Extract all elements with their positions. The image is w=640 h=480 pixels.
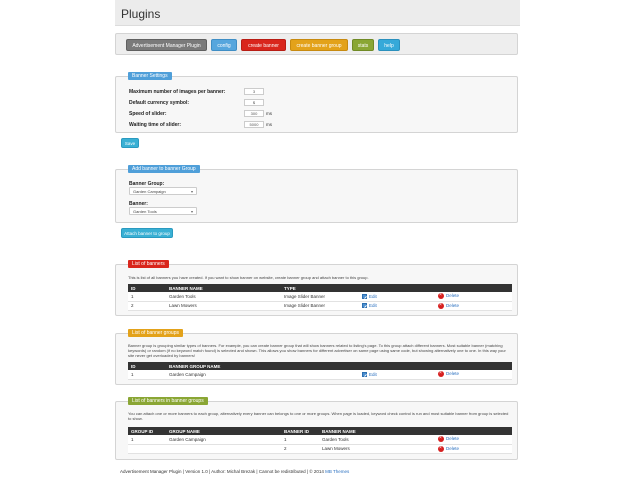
banner-group-list-legend: List of banner groups xyxy=(128,329,183,337)
waiting-label: Waiting time of slider: xyxy=(129,122,182,128)
footer-link[interactable]: MB Themes xyxy=(325,469,350,474)
currency-label: Default currency symbol: xyxy=(129,100,190,106)
delete-link[interactable] xyxy=(435,435,512,444)
edit-label: Edit xyxy=(369,293,377,299)
col-id: ID xyxy=(128,284,166,292)
banner-settings-panel xyxy=(115,73,518,133)
waiting-input[interactable]: 5000 xyxy=(244,121,264,128)
cell-type: Image Slider Banner xyxy=(281,292,359,301)
cell-banner-id: 2 xyxy=(281,444,319,453)
attach-banner-button[interactable]: Attach banner to group xyxy=(121,228,173,238)
banners-in-groups-legend: List of banners in banner groups xyxy=(128,397,208,405)
col-banner-name: BANNER NAME xyxy=(166,284,281,292)
cell-banner-id: 1 xyxy=(281,435,319,444)
cell-id: 2 xyxy=(128,301,166,310)
cell-banner-name: Lawn Mowers xyxy=(319,444,435,453)
plugin-name-button[interactable]: Advertisement Manager Plugin xyxy=(126,39,207,51)
page-header xyxy=(115,0,520,26)
table-header xyxy=(128,427,512,435)
delete-icon xyxy=(438,436,444,442)
banner-list-legend: List of banners xyxy=(128,260,169,268)
cell-group-id xyxy=(128,444,166,453)
banners-in-groups-description: You can attach one or more banners to each group, alternatively every banner can belongs to one or more groups. When page is loaded, keyword check control is run and most suitable banner from group is selected to show. xyxy=(128,411,509,421)
edit-link[interactable] xyxy=(359,292,435,301)
chevron-down-icon: ▾ xyxy=(190,209,193,214)
edit-icon xyxy=(362,294,367,299)
delete-icon xyxy=(438,293,444,299)
max-images-label: Maximum number of images per banner: xyxy=(129,89,226,95)
cell-id: 1 xyxy=(128,292,166,301)
footer xyxy=(120,469,349,474)
delete-label: Delete xyxy=(446,436,460,442)
col-delete xyxy=(435,362,512,370)
cell-name: Garden Campaign xyxy=(166,370,359,379)
delete-link[interactable] xyxy=(435,370,512,379)
banner-group-table xyxy=(128,362,512,380)
edit-label: Edit xyxy=(369,371,377,377)
cell-name: Lawn Mowers xyxy=(166,301,281,310)
table-row xyxy=(128,370,512,379)
banner-group-list-panel xyxy=(115,330,518,385)
banner-group-selected: Garden Campaign xyxy=(133,189,166,194)
speed-input[interactable]: 300 xyxy=(244,110,264,117)
delete-label: Delete xyxy=(446,293,460,299)
table-header xyxy=(128,284,512,292)
create-banner-group-button[interactable]: create banner group xyxy=(290,39,348,51)
table-row xyxy=(128,444,512,453)
stats-button[interactable]: stats xyxy=(352,39,374,51)
table-row xyxy=(128,292,512,301)
chevron-down-icon: ▾ xyxy=(190,189,193,194)
currency-input[interactable]: $ xyxy=(244,99,264,106)
col-delete xyxy=(435,427,512,435)
edit-link[interactable] xyxy=(359,301,435,310)
banners-in-groups-panel xyxy=(115,398,518,460)
col-banner-id: BANNER ID xyxy=(281,427,319,435)
help-button[interactable]: help xyxy=(378,39,400,51)
table-row xyxy=(128,301,512,310)
max-images-input[interactable]: 3 xyxy=(244,88,264,95)
banner-list-description: This is list of all banners you have created. If you want to show banner on website, create banner group and attach banner to this group. xyxy=(128,275,369,280)
footer-text: Advertisement Manager Plugin | Version 1.0 | Author: Michal Brezak | Cannot be redistributed | © 2014 xyxy=(120,469,326,474)
col-group-name: BANNER GROUP NAME xyxy=(166,362,359,370)
cell-group-name: Garden Campaign xyxy=(166,435,281,444)
edit-icon xyxy=(362,372,367,377)
create-banner-button[interactable]: create banner xyxy=(241,39,286,51)
add-banner-legend: Add banner to banner Group xyxy=(128,165,200,173)
delete-icon xyxy=(438,303,444,309)
speed-label: Speed of slider: xyxy=(129,111,167,117)
cell-id: 1 xyxy=(128,370,166,379)
banner-table xyxy=(128,284,512,311)
delete-label: Delete xyxy=(446,302,460,308)
save-button[interactable]: Save xyxy=(121,138,139,148)
banner-select[interactable] xyxy=(129,207,197,215)
col-delete xyxy=(435,284,512,292)
edit-label: Edit xyxy=(369,302,377,308)
col-banner-name: BANNER NAME xyxy=(319,427,435,435)
col-group-id: GROUP ID xyxy=(128,427,166,435)
banner-settings-legend: Banner Settings xyxy=(128,72,172,80)
delete-icon xyxy=(438,371,444,377)
page-title: Plugins xyxy=(121,7,161,21)
table-header xyxy=(128,362,512,370)
table-row xyxy=(128,435,512,444)
banner-group-label: Banner Group: xyxy=(129,181,165,187)
delete-link[interactable] xyxy=(435,301,512,310)
delete-label: Delete xyxy=(446,371,460,377)
plugin-toolbar xyxy=(115,33,518,55)
banner-group-description: Banner group is grouping similar types of banners. For example, you can create banner group that will show banners related to listing's page. To this group attach different banners. Most suitable banner (matching keywords) or random (if no keyword match found) is selected and shown. This allows you show banners for different advertiser on same page using same code, but showing alternatively one to one. In this way your site never get overloaded by banners! xyxy=(128,343,506,358)
banner-selected: Garden Tools xyxy=(133,209,157,214)
delete-link[interactable] xyxy=(435,444,512,453)
cell-group-name xyxy=(166,444,281,453)
cell-banner-name: Garden Tools xyxy=(319,435,435,444)
cell-name: Garden Tools xyxy=(166,292,281,301)
banner-label: Banner: xyxy=(129,201,148,207)
col-type: TYPE xyxy=(281,284,359,292)
banner-group-select[interactable] xyxy=(129,187,197,195)
col-id: ID xyxy=(128,362,166,370)
edit-icon xyxy=(362,303,367,308)
col-edit xyxy=(359,284,435,292)
delete-icon xyxy=(438,446,444,452)
add-banner-panel xyxy=(115,166,518,223)
col-group-name: GROUP NAME xyxy=(166,427,281,435)
banners-in-groups-table xyxy=(128,427,512,454)
delete-link[interactable] xyxy=(435,292,512,301)
cell-group-id: 1 xyxy=(128,435,166,444)
config-button[interactable]: config xyxy=(211,39,237,51)
banner-list-panel xyxy=(115,261,518,316)
edit-link[interactable] xyxy=(359,370,435,379)
delete-label: Delete xyxy=(446,445,460,451)
waiting-unit: ms xyxy=(266,122,272,127)
speed-unit: ms xyxy=(266,111,272,116)
cell-type: Image Slider Banner xyxy=(281,301,359,310)
col-edit xyxy=(359,362,435,370)
